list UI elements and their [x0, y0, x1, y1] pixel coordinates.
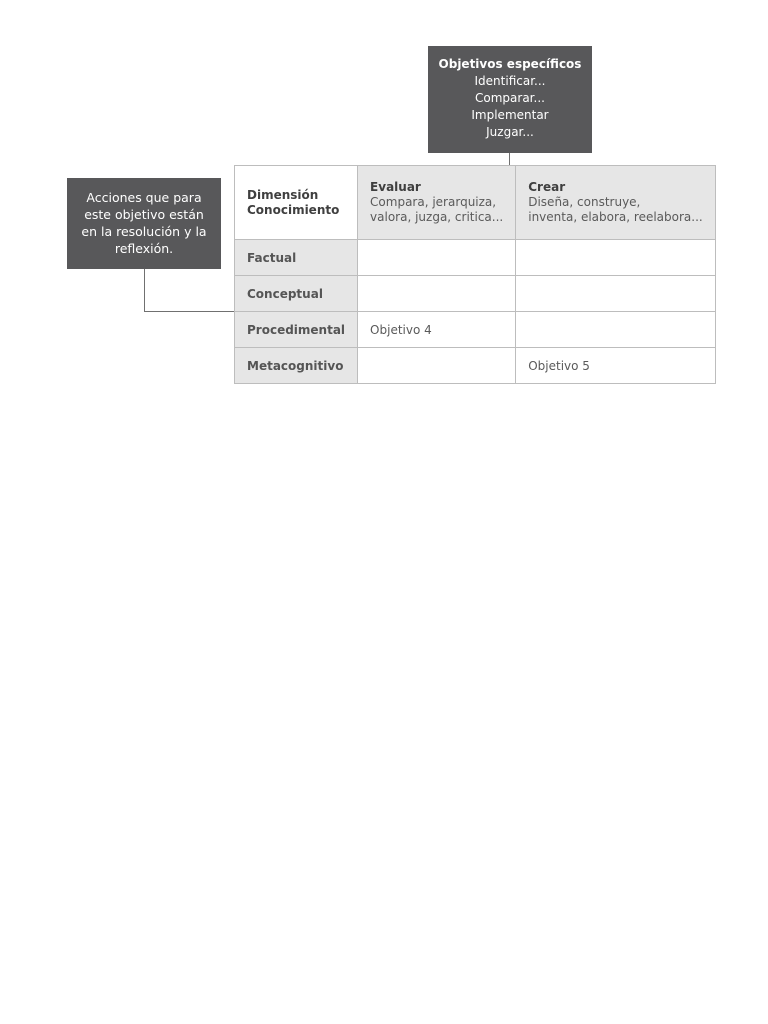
actions-line: reflexión. — [114, 241, 174, 256]
table-header-row — [235, 166, 716, 240]
actions-line: Acciones que para — [86, 190, 202, 205]
objective-item: Juzgar... — [486, 125, 534, 139]
cell-procedimental-crear — [516, 312, 715, 348]
cell-metacognitivo-crear: Objetivo 5 — [516, 348, 715, 384]
table-row — [235, 312, 716, 348]
actions-line: este objetivo están — [84, 207, 204, 222]
objective-item: Identificar... — [474, 74, 546, 88]
objective-item: Comparar... — [475, 91, 545, 105]
crear-verbs-line1: Diseña, construye, — [528, 195, 641, 209]
cell-metacognitivo-evaluar — [358, 348, 516, 384]
cell-conceptual-crear — [516, 276, 715, 312]
objectives-title: Objetivos específicos — [438, 57, 582, 71]
dimension-header-line2: Conocimiento — [247, 202, 340, 217]
cell-factual-evaluar — [358, 240, 516, 276]
objectives-callout — [428, 46, 592, 153]
table-row — [235, 348, 716, 384]
actions-line: en la resolución y la — [81, 224, 207, 239]
cell-procedimental-evaluar: Objetivo 4 — [358, 312, 516, 348]
crear-header — [516, 166, 715, 240]
taxonomy-table — [234, 165, 716, 384]
evaluar-verbs-line2: valora, juzga, critica... — [370, 210, 504, 224]
crear-title: Crear — [528, 180, 566, 194]
cell-factual-crear — [516, 240, 715, 276]
evaluar-header — [358, 166, 516, 240]
row-label-factual: Factual — [235, 240, 358, 276]
actions-connector-vertical — [144, 269, 145, 312]
dimension-header-line1: Dimensión — [247, 187, 319, 202]
cell-conceptual-evaluar — [358, 276, 516, 312]
dimension-header — [235, 166, 358, 240]
evaluar-title: Evaluar — [370, 180, 421, 194]
row-label-metacognitivo: Metacognitivo — [235, 348, 358, 384]
actions-callout — [67, 178, 221, 269]
row-label-conceptual: Conceptual — [235, 276, 358, 312]
actions-connector-horizontal — [144, 311, 235, 312]
table-row — [235, 240, 716, 276]
table-row — [235, 276, 716, 312]
evaluar-verbs-line1: Compara, jerarquiza, — [370, 195, 497, 209]
objective-item: Implementar — [471, 108, 549, 122]
crear-verbs-line2: inventa, elabora, reelabora... — [528, 210, 703, 224]
row-label-procedimental: Procedimental — [235, 312, 358, 348]
